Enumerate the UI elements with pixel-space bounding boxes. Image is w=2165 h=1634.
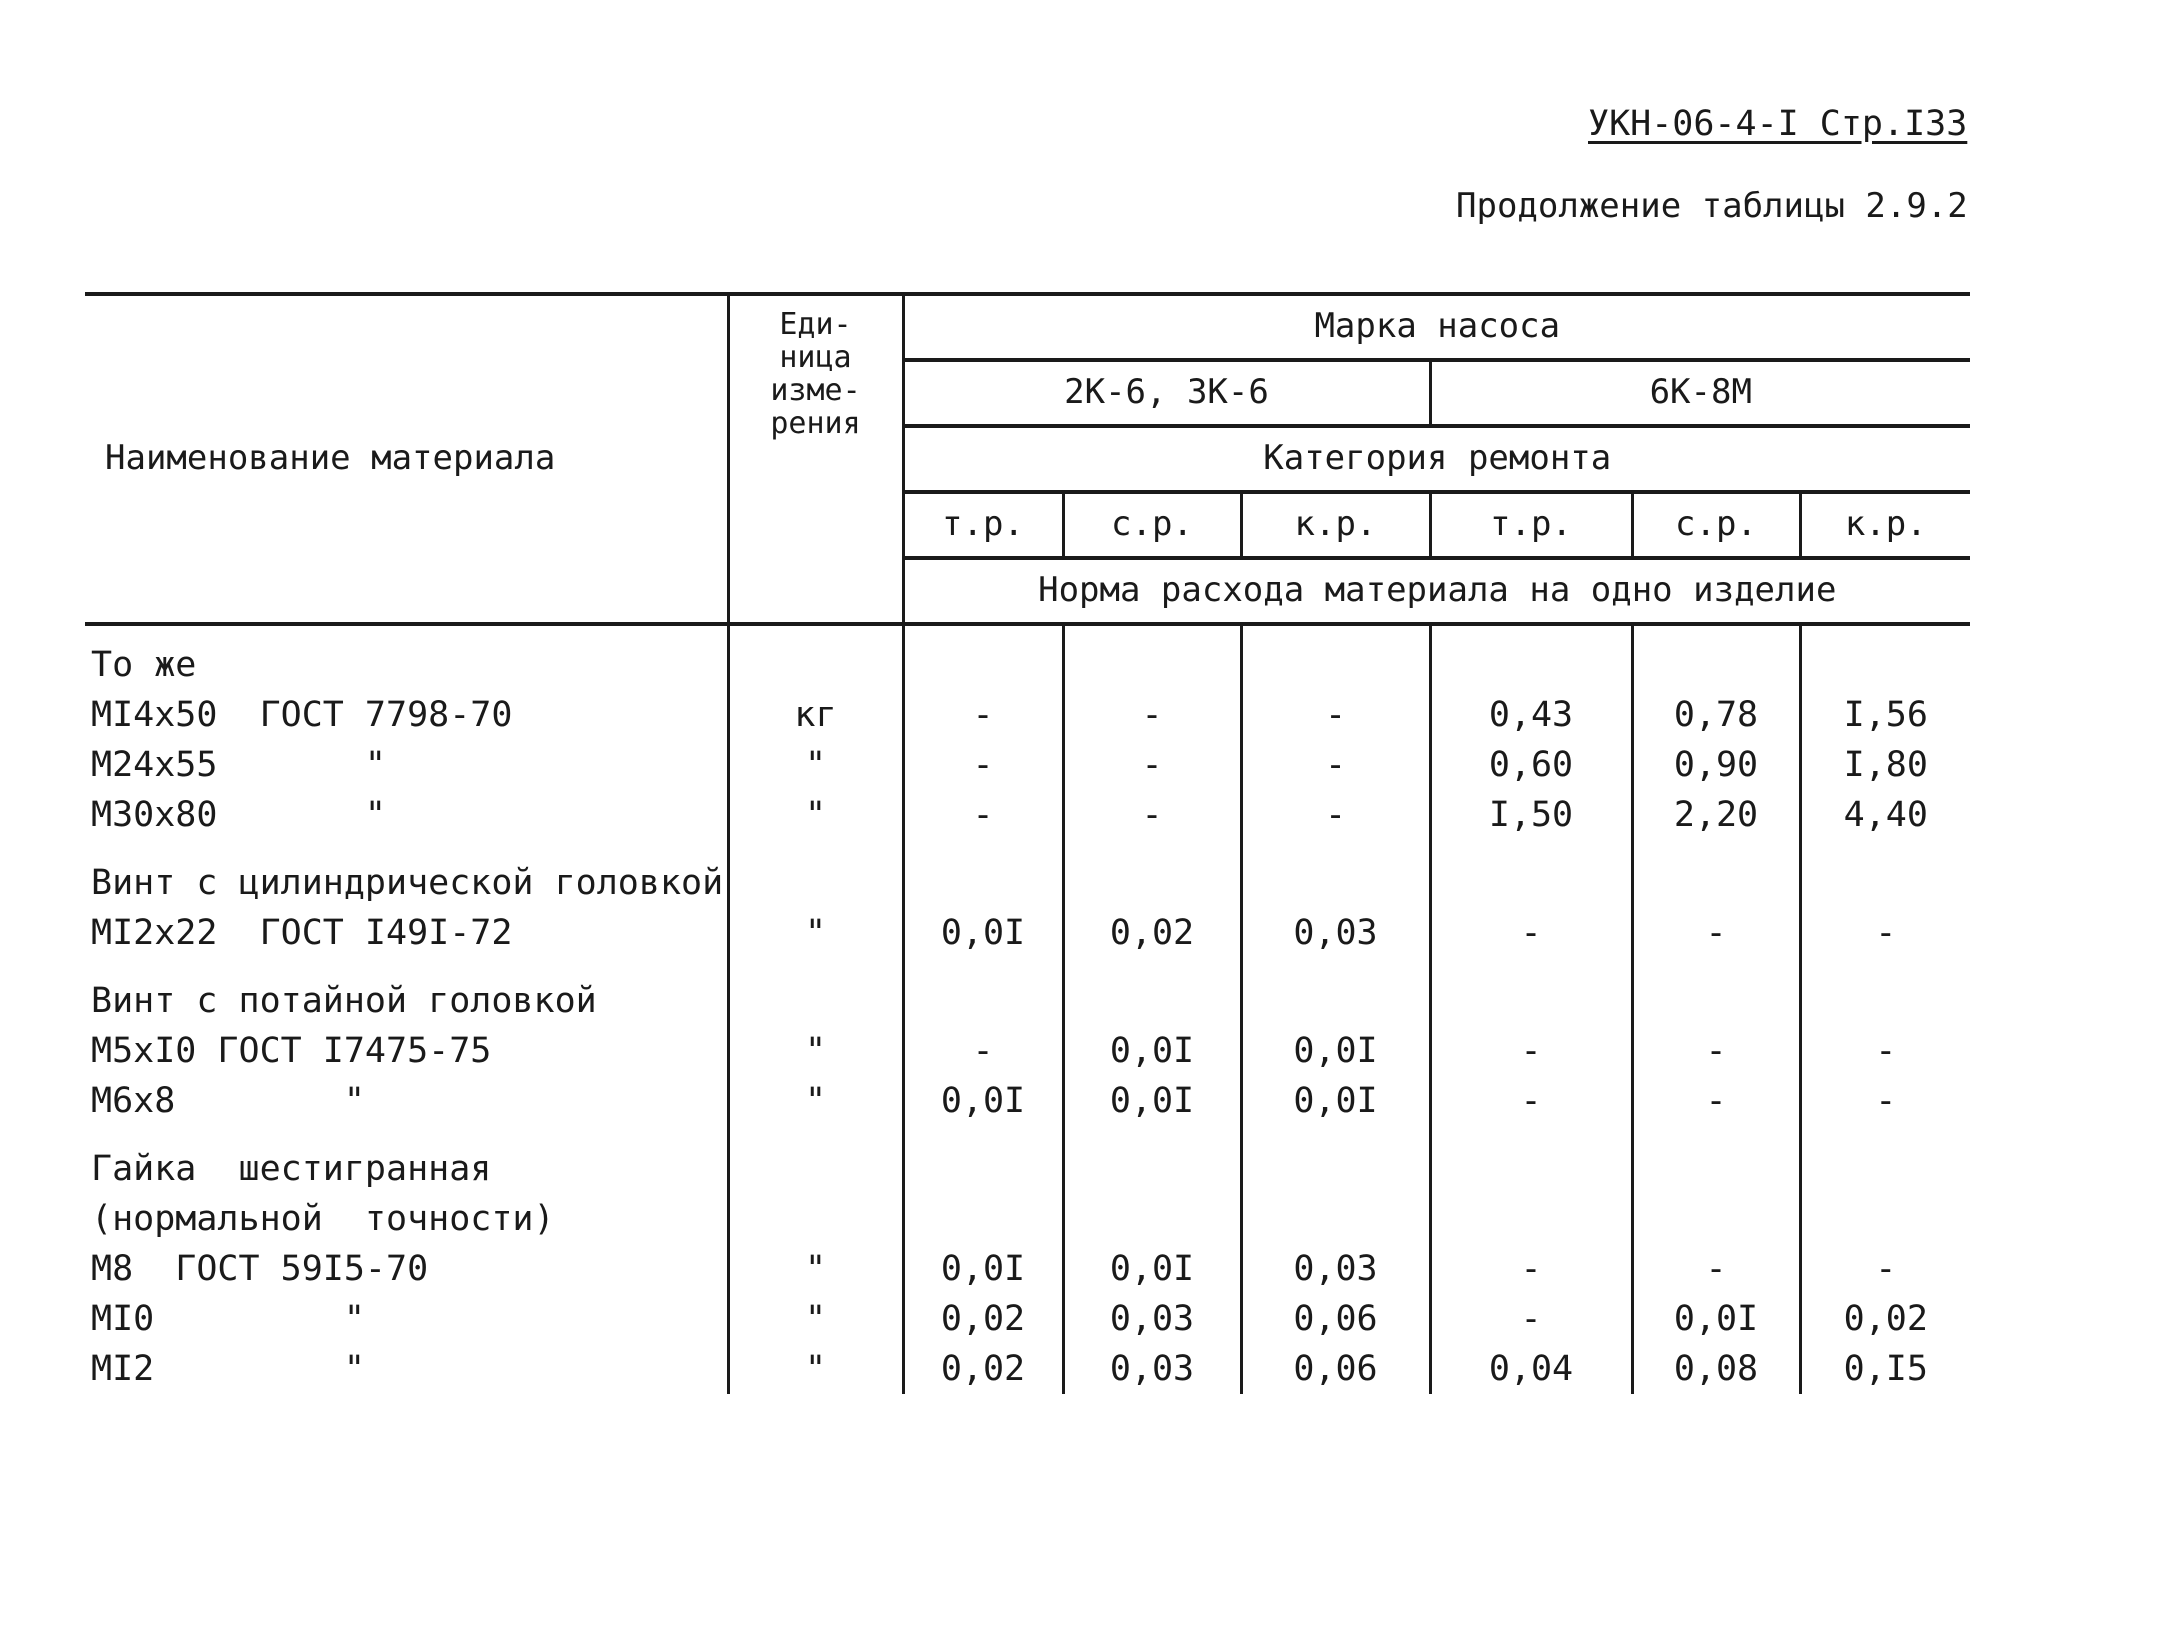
consumption-value-cell (1063, 1194, 1241, 1244)
unit-cell (728, 1194, 903, 1244)
consumption-value-cell: - (1241, 740, 1430, 790)
material-name-cell: Винт с цилиндрической головкой (85, 858, 728, 908)
consumption-value-cell (903, 1126, 1063, 1144)
unit-cell (728, 1126, 903, 1144)
table-row (85, 858, 1970, 908)
consumption-value-cell: - (1063, 690, 1241, 740)
consumption-value-cell (903, 1194, 1063, 1244)
material-name-cell: М24х55 " (85, 740, 728, 790)
consumption-value-cell: - (903, 740, 1063, 790)
consumption-value-cell: 0,02 (903, 1294, 1063, 1344)
consumption-value-cell: - (1241, 790, 1430, 840)
consumption-value-cell: 0,I5 (1843, 1349, 1928, 1389)
consumption-value-cell: 0,03 (1063, 1294, 1241, 1344)
consumption-value-cell: 0,06 (1241, 1294, 1430, 1344)
consumption-value-cell: 0,0I (1241, 1026, 1430, 1076)
consumption-value-cell (1632, 1126, 1800, 1144)
unit-cell (728, 840, 903, 858)
table-row (85, 1144, 1970, 1194)
consumption-value-cell: - (1875, 1031, 1897, 1071)
document-code: УКН-06-4-I Стр.I33 (1588, 104, 1968, 144)
consumption-value-cell: 0,04 (1430, 1344, 1632, 1394)
material-name-cell: МI2 " (85, 1344, 728, 1394)
table-row (85, 908, 1970, 958)
consumption-value-cell (1063, 976, 1241, 1026)
unit-cell: " (728, 908, 903, 958)
unit-cell (728, 1144, 903, 1194)
consumption-value-cell (1632, 840, 1800, 858)
consumption-value-cell: - (1063, 790, 1241, 840)
consumption-value-cell (1632, 976, 1800, 1026)
consumption-norm-header: Норма расхода материала на одно изделие (903, 558, 1970, 624)
unit-cell: " (728, 740, 903, 790)
consumption-value-cell (1632, 1194, 1800, 1244)
consumption-value-cell (1430, 624, 1632, 690)
consumption-value-cell: 0,0I (903, 908, 1063, 958)
consumption-value-cell: - (903, 1026, 1063, 1076)
table-row (85, 624, 1970, 690)
consumption-value-cell (1632, 1144, 1800, 1194)
consumption-value-cell (1063, 840, 1241, 858)
table-row (85, 1026, 1970, 1076)
spacer-row (85, 1126, 1970, 1144)
consumption-value-cell (1430, 976, 1632, 1026)
table-row (85, 976, 1970, 1026)
consumption-value-cell (1241, 858, 1430, 908)
material-name-cell: Винт с потайной головкой (85, 976, 728, 1026)
material-name-cell: М8 ГОСТ 59I5-70 (85, 1244, 728, 1294)
column-header-unit (728, 294, 903, 624)
table-body (85, 624, 1970, 1394)
consumption-value-cell: - (1430, 1294, 1632, 1344)
material-name-cell: (нормальной точности) (85, 1194, 728, 1244)
consumption-value-cell (1063, 624, 1241, 690)
consumption-value-cell: 0,90 (1632, 740, 1800, 790)
repair-type-header: с.р. (1632, 492, 1800, 558)
consumption-value-cell (1063, 1144, 1241, 1194)
repair-category-header: Категория ремонта (903, 426, 1970, 492)
material-name-cell: МI0 " (85, 1294, 728, 1344)
consumption-value-cell (1241, 624, 1430, 690)
repair-type-header: с.р. (1063, 492, 1241, 558)
consumption-value-cell (1430, 1144, 1632, 1194)
consumption-value-cell: 2,20 (1632, 790, 1800, 840)
consumption-value-cell: - (1430, 1244, 1632, 1294)
consumption-value-cell: 0,0I (1241, 1076, 1430, 1126)
consumption-value-cell (1241, 840, 1430, 858)
column-header-pump-brand: Марка насоса (903, 294, 1970, 360)
consumption-value-cell: 0,02 (1843, 1299, 1928, 1339)
material-name-cell (85, 840, 728, 858)
table-row (85, 1344, 1970, 1394)
unit-cell: " (728, 1076, 903, 1126)
consumption-value-cell: - (1875, 913, 1897, 953)
consumption-value-cell (1063, 1126, 1241, 1144)
consumption-value-cell (1241, 1194, 1430, 1244)
materials-table-container (85, 292, 1970, 1394)
unit-cell (728, 858, 903, 908)
table-header (85, 294, 1970, 624)
table-caption: Продолжение таблицы 2.9.2 (1456, 186, 1968, 226)
consumption-value-cell: 0,60 (1430, 740, 1632, 790)
consumption-value-cell: 0,03 (1241, 1244, 1430, 1294)
consumption-value-cell: 0,03 (1063, 1344, 1241, 1394)
consumption-value-cell (1800, 1126, 1970, 1144)
repair-type-header: к.р. (1241, 492, 1430, 558)
consumption-value-cell: - (1430, 1026, 1632, 1076)
consumption-value-cell (1632, 624, 1800, 690)
consumption-value-cell (1800, 624, 1970, 690)
pump-group-header: 6К-8М (1430, 360, 1970, 426)
consumption-value-cell: - (1063, 740, 1241, 790)
consumption-value-cell (1430, 840, 1632, 858)
repair-type-header: к.р. (1800, 492, 1970, 558)
table-row (85, 1194, 1970, 1244)
consumption-value-cell (1800, 858, 1970, 908)
consumption-value-cell: I,50 (1430, 790, 1632, 840)
pump-group-header: 2К-6, 3К-6 (903, 360, 1430, 426)
consumption-value-cell: - (1632, 1076, 1800, 1126)
table-row (85, 690, 1970, 740)
material-name-cell: МI2х22 ГОСТ I49I-72 (85, 908, 728, 958)
consumption-value-cell: 0,0I (903, 1244, 1063, 1294)
unit-header-line: изме- (770, 373, 861, 408)
material-name-cell: М30х80 " (85, 790, 728, 840)
consumption-value-cell (1063, 858, 1241, 908)
consumption-value-cell (903, 1144, 1063, 1194)
consumption-value-cell: 4,40 (1843, 795, 1928, 835)
consumption-value-cell: - (903, 690, 1063, 740)
consumption-value-cell (903, 958, 1063, 976)
consumption-value-cell (1800, 1194, 1970, 1244)
consumption-value-cell (1632, 858, 1800, 908)
spacer-row (85, 958, 1970, 976)
consumption-value-cell: - (1632, 1244, 1800, 1294)
table-row (85, 1294, 1970, 1344)
material-name-cell (85, 1126, 728, 1144)
consumption-value-cell: I,56 (1843, 695, 1928, 735)
consumption-value-cell: 0,03 (1241, 908, 1430, 958)
unit-cell (728, 976, 903, 1026)
unit-cell: " (728, 1026, 903, 1076)
consumption-value-cell: 0,0I (1063, 1244, 1241, 1294)
consumption-value-cell (903, 624, 1063, 690)
consumption-value-cell: 0,0I (903, 1076, 1063, 1126)
consumption-value-cell: 0,0I (1063, 1076, 1241, 1126)
consumption-value-cell: - (1241, 690, 1430, 740)
consumption-value-cell (1241, 976, 1430, 1026)
unit-cell (728, 958, 903, 976)
consumption-value-cell: 0,0I (1632, 1294, 1800, 1344)
consumption-value-cell (903, 858, 1063, 908)
material-name-cell: М6х8 " (85, 1076, 728, 1126)
consumption-value-cell: 0,43 (1430, 690, 1632, 740)
material-name-cell: То же (85, 624, 728, 690)
unit-cell (728, 624, 903, 690)
unit-cell: " (728, 1344, 903, 1394)
unit-header-line: рения (770, 406, 861, 441)
consumption-value-cell (903, 840, 1063, 858)
consumption-value-cell (1800, 840, 1970, 858)
table-row (85, 790, 1970, 840)
consumption-value-cell: 0,0I (1063, 1026, 1241, 1076)
materials-table (85, 292, 1970, 1394)
consumption-value-cell: - (1875, 1249, 1897, 1289)
material-name-cell (85, 958, 728, 976)
consumption-value-cell (1800, 1144, 1970, 1194)
consumption-value-cell: 0,08 (1632, 1344, 1800, 1394)
unit-cell: " (728, 1244, 903, 1294)
consumption-value-cell: 0,02 (903, 1344, 1063, 1394)
unit-cell: " (728, 790, 903, 840)
consumption-value-cell (1800, 976, 1970, 1026)
consumption-value-cell: 0,06 (1241, 1344, 1430, 1394)
table-row (85, 740, 1970, 790)
consumption-value-cell (1430, 1126, 1632, 1144)
repair-type-header: т.р. (903, 492, 1063, 558)
unit-cell: " (728, 1294, 903, 1344)
consumption-value-cell (1430, 858, 1632, 908)
consumption-value-cell: 0,78 (1632, 690, 1800, 740)
consumption-value-cell (1430, 958, 1632, 976)
table-row (85, 1076, 1970, 1126)
consumption-value-cell (1800, 958, 1970, 976)
unit-header-line: ница (779, 340, 852, 375)
consumption-value-cell (1241, 1126, 1430, 1144)
consumption-value-cell (1063, 958, 1241, 976)
unit-header-line: Еди- (779, 307, 852, 342)
consumption-value-cell (1632, 958, 1800, 976)
unit-cell: кг (728, 690, 903, 740)
repair-type-header: т.р. (1430, 492, 1632, 558)
material-name-cell: Гайка шестигранная (85, 1144, 728, 1194)
consumption-value-cell: 0,02 (1063, 908, 1241, 958)
consumption-value-cell (1430, 1194, 1632, 1244)
table-row (85, 1244, 1970, 1294)
material-name-cell: М5хI0 ГОСТ I7475-75 (85, 1026, 728, 1076)
consumption-value-cell (1241, 958, 1430, 976)
column-header-material-name: Наименование материала (85, 294, 728, 624)
consumption-value-cell: - (1632, 1026, 1800, 1076)
consumption-value-cell: I,80 (1843, 745, 1928, 785)
consumption-value-cell: - (1632, 908, 1800, 958)
consumption-value-cell: - (1430, 1076, 1632, 1126)
consumption-value-cell: - (1875, 1081, 1897, 1121)
consumption-value-cell: - (1430, 908, 1632, 958)
consumption-value-cell: - (903, 790, 1063, 840)
consumption-value-cell (1241, 1144, 1430, 1194)
material-name-cell: МI4х50 ГОСТ 7798-70 (85, 690, 728, 740)
spacer-row (85, 840, 1970, 858)
consumption-value-cell (903, 976, 1063, 1026)
